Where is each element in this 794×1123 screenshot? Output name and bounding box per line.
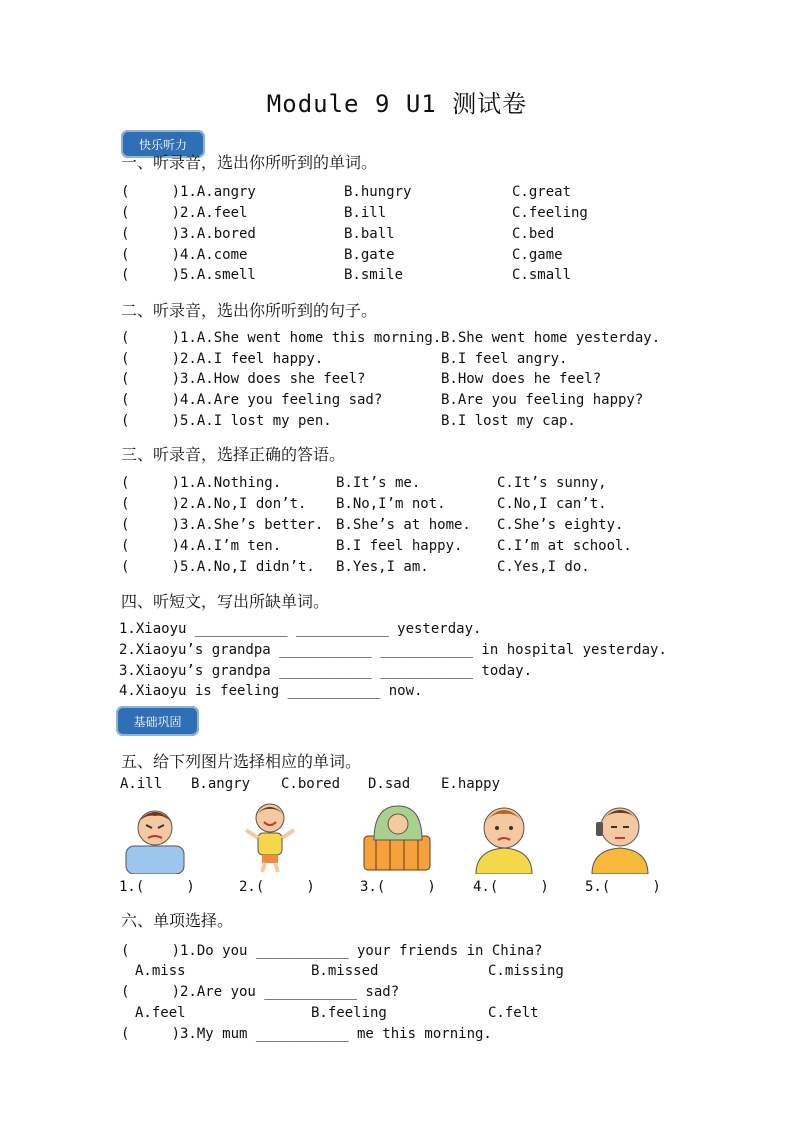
p6-q2-b: B.feeling (311, 1005, 387, 1021)
p5-answer-5: 5.( ) (585, 879, 661, 895)
p5-answer-2: 2.( ) (239, 879, 315, 895)
p2-q2-b: B.I feel angry. (441, 351, 568, 367)
p2-q3-b: B.How does he feel? (441, 371, 602, 387)
p6-q1: ( )1.Do you ___________ your friends in China? (121, 943, 543, 959)
p4-line-4: 4.Xiaoyu is feeling ___________ now. (119, 683, 423, 699)
p1-q4: ( )4.A.come (121, 247, 248, 263)
p1-q1: ( )1.A.angry (121, 184, 256, 200)
p3-q2: ( )2.A.No,I don’t. (121, 496, 307, 512)
p2-q1-b: B.She went home yesterday. (441, 330, 661, 346)
p2-q4-b: B.Are you feeling happy? (441, 392, 644, 408)
p3-q1: ( )1.A.Nothing. (121, 475, 282, 491)
section-2-heading: 二、听录音，选出你所听到的句子。 (121, 301, 378, 320)
p6-q1-b: B.missed (311, 963, 379, 979)
p2-q1: ( )1.A.She went home this morning. (121, 330, 442, 346)
p4-line-2: 2.Xiaoyu’s grandpa ___________ ___________ in hospital yesterday. (119, 642, 667, 658)
title-cn: 测试卷 (452, 90, 528, 118)
p6-q1-c: C.missing (488, 963, 564, 979)
p6-q2: ( )2.Are you ___________ sad? (121, 984, 400, 1000)
p6-q2-a: A.feel (135, 1005, 186, 1021)
p3-q5-c: C.Yes,I do. (497, 559, 590, 575)
p3-q3-c: C.She’s eighty. (497, 517, 624, 533)
angry-boy-picture (118, 800, 192, 874)
p3-q4-c: C.I’m at school. (497, 538, 632, 554)
section-5-heading: 五、给下列图片选择相应的单词。 (121, 752, 362, 771)
sad-boy-picture (472, 800, 536, 874)
p5-answer-4: 4.( ) (473, 879, 549, 895)
p4-line-1: 1.Xiaoyu ___________ ___________ yesterday. (119, 621, 482, 637)
p3-q1-b: B.It’s me. (336, 475, 421, 491)
p1-q4-b: B.gate (344, 247, 395, 263)
p3-q3: ( )3.A.She’s better. (121, 517, 324, 533)
p5-option-d: D.sad (368, 776, 411, 792)
p3-q5-b: B.Yes,I am. (336, 559, 429, 575)
p5-option-e: E.happy (441, 776, 501, 792)
p1-q3-c: C.bed (512, 226, 555, 242)
p5-answer-3: 3.( ) (360, 879, 436, 895)
p1-q2: ( )2.A.feel (121, 205, 248, 221)
p3-q5: ( )5.A.No,I didn’t. (121, 559, 315, 575)
p5-answer-1: 1.( ) (119, 879, 195, 895)
p3-q2-c: C.No,I can’t. (497, 496, 607, 512)
p6-q1-a: A.miss (135, 963, 186, 979)
p3-q2-b: B.No,I’m not. (336, 496, 446, 512)
p1-q2-b: B.ill (344, 205, 387, 221)
p3-q4-b: B.I feel happy. (336, 538, 463, 554)
p1-q2-c: C.feeling (512, 205, 588, 221)
p5-option-c: C.bored (281, 776, 341, 792)
p2-q5: ( )5.A.I lost my pen. (121, 413, 332, 429)
p3-q4: ( )4.A.I’m ten. (121, 538, 282, 554)
p5-option-a: A.ill (120, 776, 163, 792)
p1-q3: ( )3.A.bored (121, 226, 256, 242)
happy-girl-picture (240, 800, 300, 874)
p6-q2-c: C.felt (488, 1005, 539, 1021)
p5-option-b: B.angry (191, 776, 251, 792)
section-6-heading: 六、单项选择。 (121, 911, 234, 930)
p6-q3: ( )3.My mum ___________ me this morning. (121, 1026, 492, 1042)
p1-q5-b: B.smile (344, 267, 404, 283)
p2-q5-b: B.I lost my cap. (441, 413, 576, 429)
section-1-heading: 一、听录音，选出你所听到的单词。 (121, 153, 378, 172)
p1-q5-c: C.small (512, 267, 572, 283)
p3-q1-c: C.It’s sunny, (497, 475, 607, 491)
p2-q4: ( )4.A.Are you feeling sad? (121, 392, 383, 408)
listening-badge: 快乐听力 (121, 130, 205, 158)
p1-q4-c: C.game (512, 247, 563, 263)
ill-child-in-bed-picture (360, 800, 434, 874)
p1-q5: ( )5.A.smell (121, 267, 256, 283)
basics-badge: 基础巩固 (116, 706, 199, 736)
p4-line-3: 3.Xiaoyu’s grandpa ___________ ___________ today. (119, 663, 533, 679)
p1-q3-b: B.ball (344, 226, 395, 242)
p2-q3: ( )3.A.How does she feel? (121, 371, 366, 387)
section-3-heading: 三、听录音，选择正确的答语。 (121, 445, 346, 464)
section-4-heading: 四、听短文，写出所缺单词。 (121, 592, 330, 611)
page-title (0, 84, 794, 119)
title-en: Module 9 U1 (266, 90, 453, 118)
p1-q1-c: C.great (512, 184, 572, 200)
bored-man-on-phone-picture (588, 800, 652, 874)
p1-q1-b: B.hungry (344, 184, 412, 200)
p2-q2: ( )2.A.I feel happy. (121, 351, 324, 367)
p3-q3-b: B.She’s at home. (336, 517, 471, 533)
